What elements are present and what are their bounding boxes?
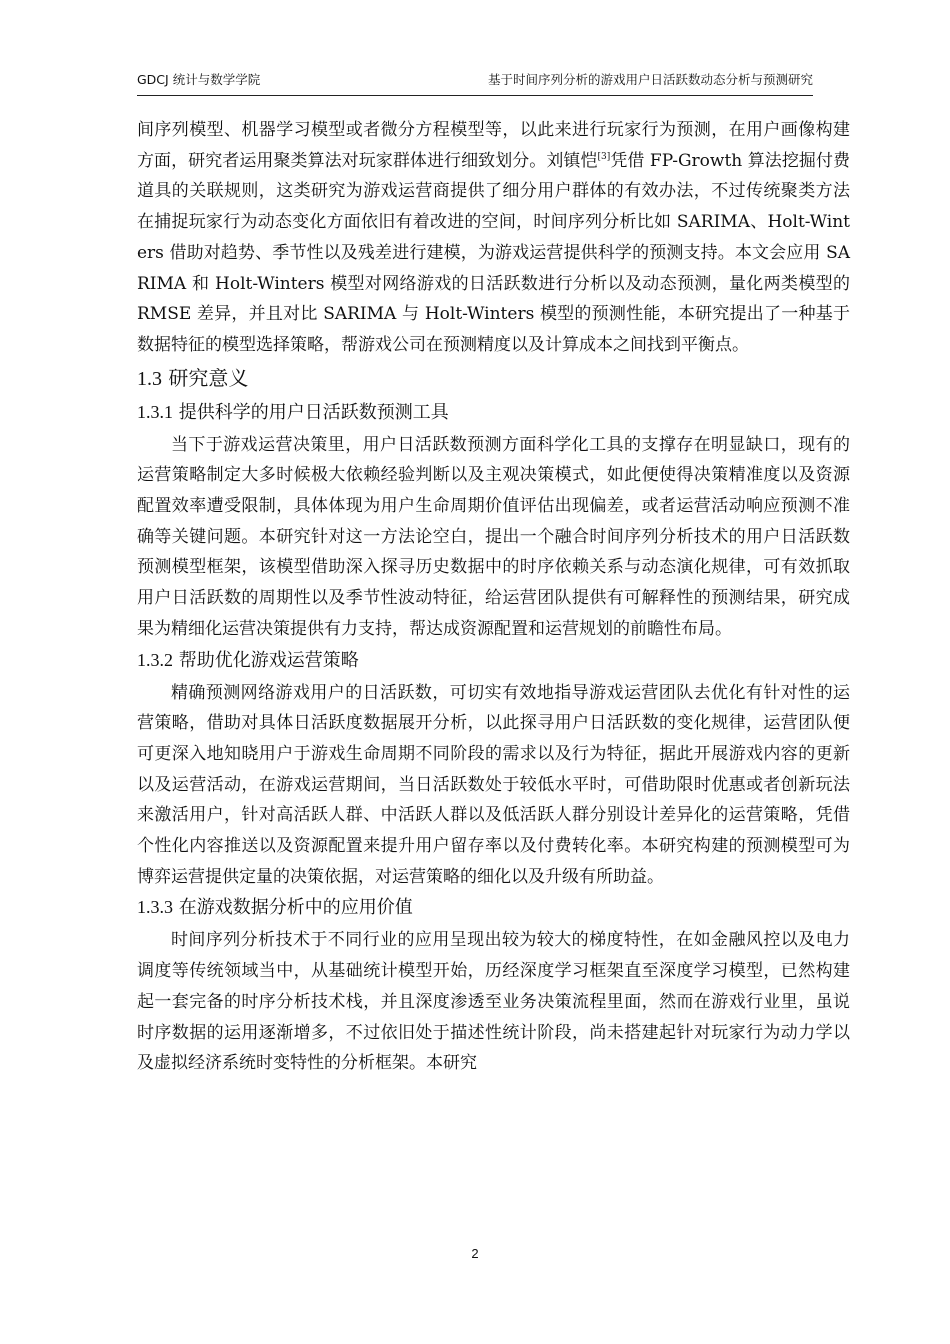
body-content	[137, 115, 850, 1079]
intro-paragraph-part2: 凭借 FP-Growth 算法挖掘付费道具的关联规则，这类研究为游戏运营商提供了细分用户群体的有效办法，不过传统聚类方法在捕捉玩家行为动态变化方面依旧有着改进的空间，时间序列分析比如 SARIMA、Holt-Winters 借助对趋势、季节性以及残差进行建模，为游戏运营提供科学的预测支持。本文会应用 SARIMA 和 Holt-Winters 模型对网络游戏的日活跃数进行分析以及动态预测，量化两类模型的 RMSE 差异，并且对比 SARIMA 与 Holt-Winters 模型的预测性能，本研究提出了一种基于数据特征的模型选择策略，帮游戏公司在预测精度以及计算成本之间找到平衡点。	[137, 150, 850, 355]
section-title: 研究意义	[168, 365, 249, 390]
intro-paragraph-part1: 间序列模型、机器学习模型或者微分方程模型等，以此来进行玩家行为预测，在用户画像构建方面，研究者运用聚类算法对玩家群体进行细致划分。刘镇恺	[137, 120, 850, 171]
subsection-heading-1-3-2	[137, 647, 850, 674]
subsection-heading-1-3-3	[137, 894, 850, 921]
subsection-number: 1.3.2	[137, 649, 173, 670]
subsection-title: 在游戏数据分析中的应用价值	[178, 897, 413, 919]
subsection-heading-1-3-1	[137, 399, 850, 426]
citation-ref[interactable]: [3]	[597, 151, 611, 162]
section-number: 1.3	[137, 367, 162, 390]
subsection-title: 提供科学的用户日活跃数预测工具	[178, 401, 449, 423]
header-school: GDCJ 统计与数学学院	[137, 72, 261, 87]
header-rule	[137, 95, 813, 96]
paragraph-1-3-1: 当下于游戏运营决策里，用户日活跃数预测方面科学化工具的支撑存在明显缺口，现有的运营策略制定大多时候极大依赖经验判断以及主观决策模式，如此便使得决策精准度以及资源配置效率遭受限制，具体体现为用户生命周期价值评估出现偏差，或者运营活动响应预测不准确等关键问题。本研究针对这一方法论空白，提出一个融合时间序列分析技术的用户日活跃数预测模型框架，该模型借助深入探寻历史数据中的时序依赖关系与动态演化规律，可有效抓取用户日活跃数的周期性以及季节性波动特征，给运营团队提供有可解释性的预测结果，研究成果为精细化运营决策提供有力支持，帮达成资源配置和运营规划的前瞻性布局。	[137, 434, 850, 639]
header-thesis-title: 基于时间序列分析的游戏用户日活跃数动态分析与预测研究	[487, 72, 813, 87]
running-header	[137, 70, 813, 92]
page-number: 2	[471, 1246, 479, 1261]
intro-paragraph	[137, 115, 850, 361]
subsection-title: 帮助优化游戏运营策略	[178, 649, 359, 671]
paragraph-1-3-2: 精确预测网络游戏用户的日活跃数，可切实有效地指导游戏运营团队去优化有针对性的运营策略，借助对具体日活跃度数据展开分析，以此探寻用户日活跃数的变化规律，运营团队便可更深入地知晓用户于游戏生命周期不同阶段的需求以及行为特征，据此开展游戏内容的更新以及运营活动，在游戏运营期间，当日活跃数处于较低水平时，可借助限时优惠或者创新玩法来激活用户，针对高活跃人群、中活跃人群以及低活跃人群分别设计差异化的运营策略，凭借个性化内容推送以及资源配置来提升用户留存率以及付费转化率。本研究构建的预测模型可为博弈运营提供定量的决策依据，对运营策略的细化以及升级有所助益。	[137, 682, 850, 887]
subsection-number: 1.3.3	[137, 897, 173, 918]
paragraph-1-3-3: 时间序列分析技术于不同行业的应用呈现出较为较大的梯度特性，在如金融风控以及电力调度等传统领域当中，从基础统计模型开始，历经深度学习框架直至深度学习模型，已然构建起一套完备的时序分析技术栈，并且深度渗透至业务决策流程里面，然而在游戏行业里，虽说时序数据的运用逐渐增多，不过依旧处于描述性统计阶段，尚未搭建起针对玩家行为动力学以及虚拟经济系统时变特性的分析框架。本研究	[137, 930, 850, 1074]
section-heading-1-3	[137, 364, 850, 393]
subsection-number: 1.3.1	[137, 401, 173, 422]
